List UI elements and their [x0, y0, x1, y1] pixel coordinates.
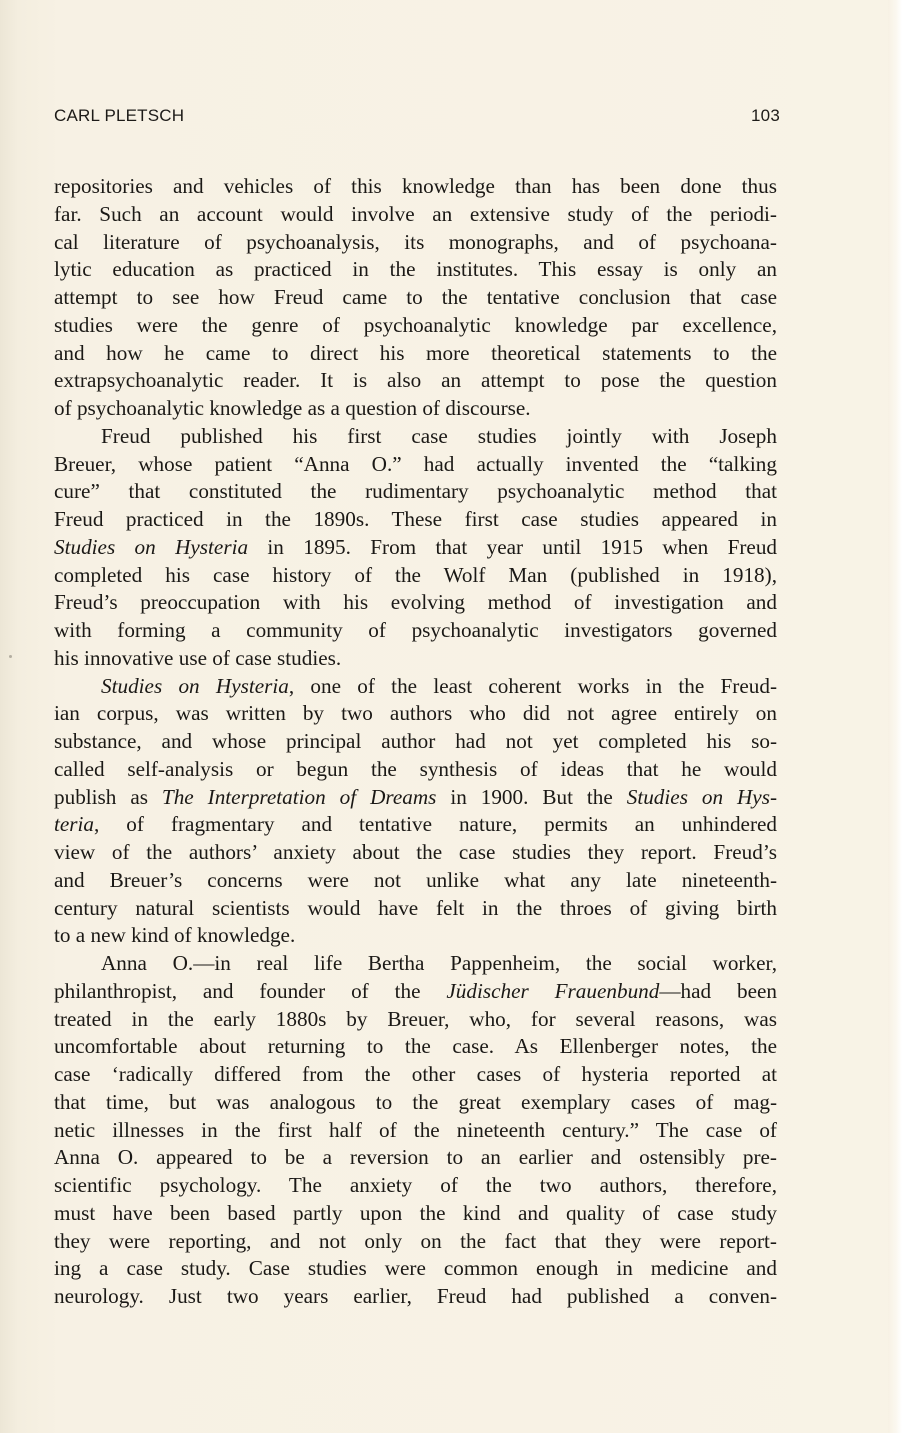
text-line: called self-analysis or begun the synthesis of ideas that he would: [54, 756, 777, 781]
text-line: teria, of fragmentary and tentative nature, permits an unhindered: [54, 812, 777, 837]
text-line: lytic education as practiced in the institutes. This essay is only an: [54, 257, 777, 282]
text-line: extrapsychoanalytic reader. It is also an attempt to pose the question: [54, 368, 777, 393]
text-line: that time, but was analogous to the great exemplary cases of mag-: [54, 1089, 777, 1114]
text-line: and how he came to direct his more theoretical statements to the: [54, 340, 777, 365]
running-head: [54, 106, 780, 130]
text-line: Freud published his first case studies jointly with Joseph: [101, 423, 777, 448]
text-line: cal literature of psychoanalysis, its monographs, and of psychoana-: [54, 229, 777, 254]
text-line: of psychoanalytic knowledge as a question of discourse.: [54, 396, 531, 420]
text-line: view of the authors’ anxiety about the case studies they report. Freud’s: [54, 840, 777, 864]
text-line: attempt to see how Freud came to the tentative conclusion that case: [54, 285, 777, 309]
page-edge: [888, 0, 902, 1433]
running-head-author: CARL PLETSCH: [54, 106, 185, 125]
text-line: publish as The Interpretation of Dreams in 1900. But the Studies on Hys-: [54, 784, 778, 809]
text-line: must have been based partly upon the kind and quality of case study: [54, 1200, 777, 1225]
text-line: neurology. Just two years earlier, Freud had published a conven-: [54, 1284, 777, 1308]
text-line: Studies on Hysteria, one of the least coherent works in the Freud-: [101, 673, 778, 698]
text-line: Breuer, whose patient “Anna O.” had actually invented the “talking: [54, 451, 777, 476]
text-line: substance, and whose principal author had not yet completed his so-: [54, 729, 777, 753]
body-text: [54, 173, 777, 1311]
print-speck: [9, 655, 12, 658]
text-line: treated in the early 1880s by Breuer, who, for several reasons, was: [54, 1006, 777, 1031]
text-line: studies were the genre of psychoanalytic knowledge par excellence,: [54, 312, 777, 337]
text-line: far. Such an account would involve an extensive study of the periodi-: [54, 201, 777, 226]
text-line: ian corpus, was written by two authors who did not agree entirely on: [54, 701, 777, 726]
text-line: Anna O.—in real life Bertha Pappenheim, the social worker,: [101, 951, 777, 975]
text-line: ing a case study. Case studies were common enough in medicine and: [54, 1256, 777, 1281]
text-line: netic illnesses in the first half of the nineteenth century.” The case of: [54, 1117, 777, 1142]
text-line: to a new kind of knowledge.: [54, 923, 296, 948]
text-line: cure” that constituted the rudimentary psychoanalytic method that: [54, 479, 777, 504]
text-line: uncomfortable about returning to the case. As Ellenberger notes, the: [54, 1034, 777, 1059]
text-line: philanthropist, and founder of the Jüdischer Frauenbund—had been: [54, 978, 778, 1003]
page-number: 103: [751, 106, 780, 125]
text-line: completed his case history of the Wolf Man (published in 1918),: [54, 562, 777, 587]
text-line: Freud practiced in the 1890s. These first case studies appeared in: [54, 507, 777, 531]
text-line: scientific psychology. The anxiety of the two authors, therefore,: [54, 1173, 777, 1197]
text-line: Freud’s preoccupation with his evolving method of investigation and: [54, 590, 777, 615]
text-line: they were reporting, and not only on the fact that they were report-: [54, 1228, 777, 1253]
text-line: Anna O. appeared to be a reversion to an earlier and ostensibly pre-: [54, 1145, 777, 1170]
text-line: and Breuer’s concerns were not unlike what any late nineteenth-: [54, 867, 777, 892]
text-line: his innovative use of case studies.: [54, 645, 342, 670]
text-line: with forming a community of psychoanalytic investigators governed: [54, 618, 777, 642]
text-line: case ‘radically differed from the other cases of hysteria reported at: [54, 1062, 777, 1086]
text-line: repositories and vehicles of this knowledge than has been done thus: [54, 174, 777, 198]
text-line: century natural scientists would have felt in the throes of giving birth: [54, 895, 777, 920]
text-line: Studies on Hysteria in 1895. From that year until 1915 when Freud: [54, 534, 778, 559]
